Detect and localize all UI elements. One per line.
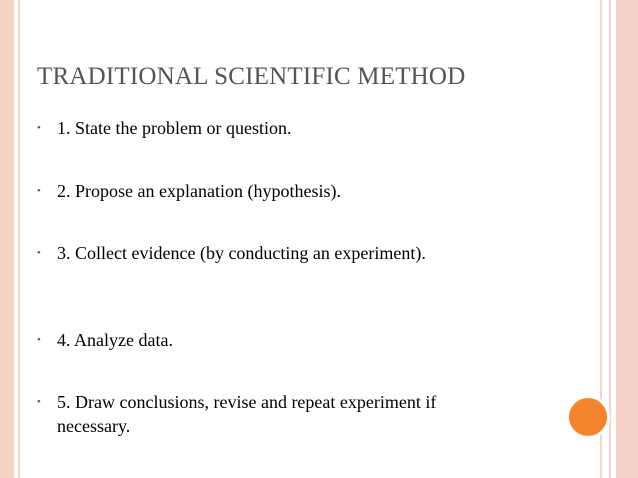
bullet-text: 4. Analyze data. [57,330,173,350]
list-item [37,241,477,265]
left-border-band [0,0,14,478]
orange-circle-decoration [566,395,610,439]
bullet-text: 3. Collect evidence (by conducting an experiment). [57,243,426,263]
bullet-icon: • [37,247,41,259]
left-border-line [18,0,20,478]
bullet-text: 5. Draw conclusions, revise and repeat experiment if necessary. [57,392,437,436]
bullet-icon: • [37,185,41,197]
bullet-text: 2. Propose an explanation (hypothesis). [57,181,341,201]
slide-title: TRADITIONAL SCIENTIFIC METHOD [37,63,466,90]
list-item [37,390,477,438]
bullet-text: 1. State the problem or question. [57,118,292,138]
right-border-line-outer [609,0,611,478]
list-item [37,179,341,203]
bullet-icon: • [37,334,41,346]
bullet-icon: • [37,122,41,134]
right-border-band [616,0,638,478]
list-item [37,328,173,352]
list-item [37,116,291,140]
bullet-icon: • [37,396,41,408]
